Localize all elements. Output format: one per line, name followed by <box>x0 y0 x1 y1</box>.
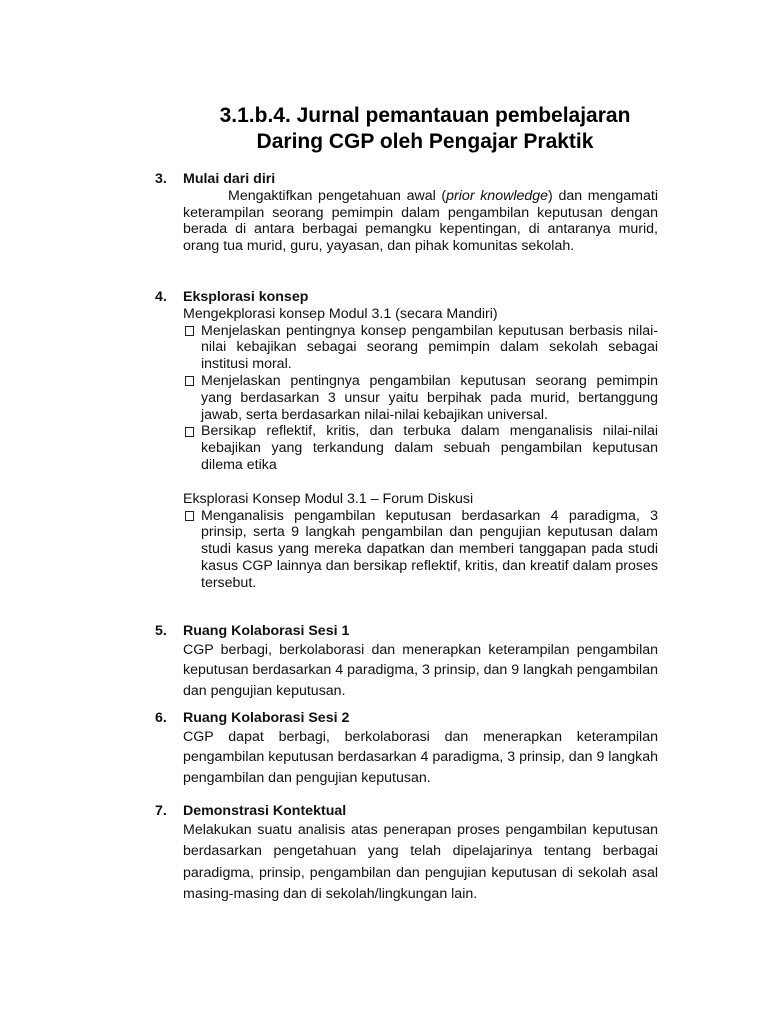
section-5 <box>155 623 658 701</box>
section-heading: Ruang Kolaborasi Sesi 2 <box>183 710 350 726</box>
section-heading: Eksplorasi konsep <box>183 289 309 305</box>
subheading-mandiri: Mengekplorasi konsep Modul 3.1 (secara Mandiri) <box>183 305 498 322</box>
checkbox-bullet-icon <box>185 427 194 437</box>
page-title <box>110 103 740 155</box>
subheading-forum: Eksplorasi Konsep Modul 3.1 – Forum Diskusi <box>183 490 474 507</box>
section-heading: Mulai dari diri <box>183 171 276 187</box>
section-number: 4. <box>155 289 167 305</box>
section-number: 6. <box>155 710 167 726</box>
list-item: Menjelaskan pentingnya pengambilan keputusan seorang pemimpin yang berdasarkan 3 unsur yaitu berpihak pada murid, bertanggung jawab, serta berdasarkan nilai-nilai kebajikan universal. <box>183 373 658 423</box>
section-7 <box>155 803 658 906</box>
section-6 <box>155 710 658 788</box>
section-heading: Demonstrasi Kontektual <box>183 803 347 819</box>
section-number: 3. <box>155 171 167 187</box>
checkbox-bullet-icon <box>185 376 194 386</box>
list-item: Menganalisis pengambilan keputusan berdasarkan 4 paradigma, 3 prinsip, serta 9 langkah pengambilan dan pengujian keputusan dalam studi kasus yang mereka dapatkan dan memberi tanggapan pada studi kasus CGP lainnya dan bersikap reflektif, kritis, dan kreatif dalam proses tersebut. <box>183 508 658 592</box>
italic-term: prior knowledge <box>446 187 549 204</box>
section-4 <box>155 289 658 592</box>
title-line-2: Daring CGP oleh Pengajar Praktik <box>256 130 594 153</box>
section-paragraph: Mengaktifkan pengetahuan awal (prior knowledge) dan mengamati keterampilan seorang pemimpin dalam pengambilan keputusan dengan berada di antara berbagai pemangku kepentingan, di antaranya murid, orang tua murid, guru, yayasan, dan pihak komunitas sekolah. <box>183 187 658 255</box>
section-heading: Ruang Kolaborasi Sesi 1 <box>183 623 350 639</box>
checkbox-bullet-icon <box>185 511 194 521</box>
section-number: 7. <box>155 803 167 819</box>
section-3 <box>155 171 658 255</box>
section-paragraph: CGP dapat berbagi, berkolaborasi dan menerapkan keterampilan pengambilan keputusan berdasarkan 4 paradigma, 3 prinsip, dan 9 langkah pengambilan dan pengujian keputusan. <box>183 728 658 786</box>
checkbox-bullet-icon <box>185 326 194 336</box>
list-item: Bersikap reflektif, kritis, dan terbuka dalam menganalisis nilai-nilai kebajikan yang terkandung dalam sebuah pengambilan keputusan dilema etika <box>183 423 658 473</box>
title-line-1: 3.1.b.4. Jurnal pemantauan pembelajaran <box>219 104 631 127</box>
section-number: 5. <box>155 623 167 639</box>
section-paragraph: CGP berbagi, berkolaborasi dan menerapkan keterampilan pengambilan keputusan berdasarkan 4 paradigma, 3 prinsip, dan 9 langkah pengambilan dan pengujian keputusan. <box>183 641 658 699</box>
list-item: Menjelaskan pentingnya konsep pengambilan keputusan berbasis nilai-nilai kebajikan sebagai seorang pemimpin dalam sekolah sebagai institusi moral. <box>183 323 658 373</box>
section-paragraph: Melakukan suatu analisis atas penerapan proses pengambilan keputusan berdasarkan pengetahuan yang telah dipelajarinya tentang berbagai paradigma, prinsip, pengambilan dan pengujian keputusan di sekolah asal masing-masing dan di sekolah/lingkungan lain. <box>183 821 658 903</box>
